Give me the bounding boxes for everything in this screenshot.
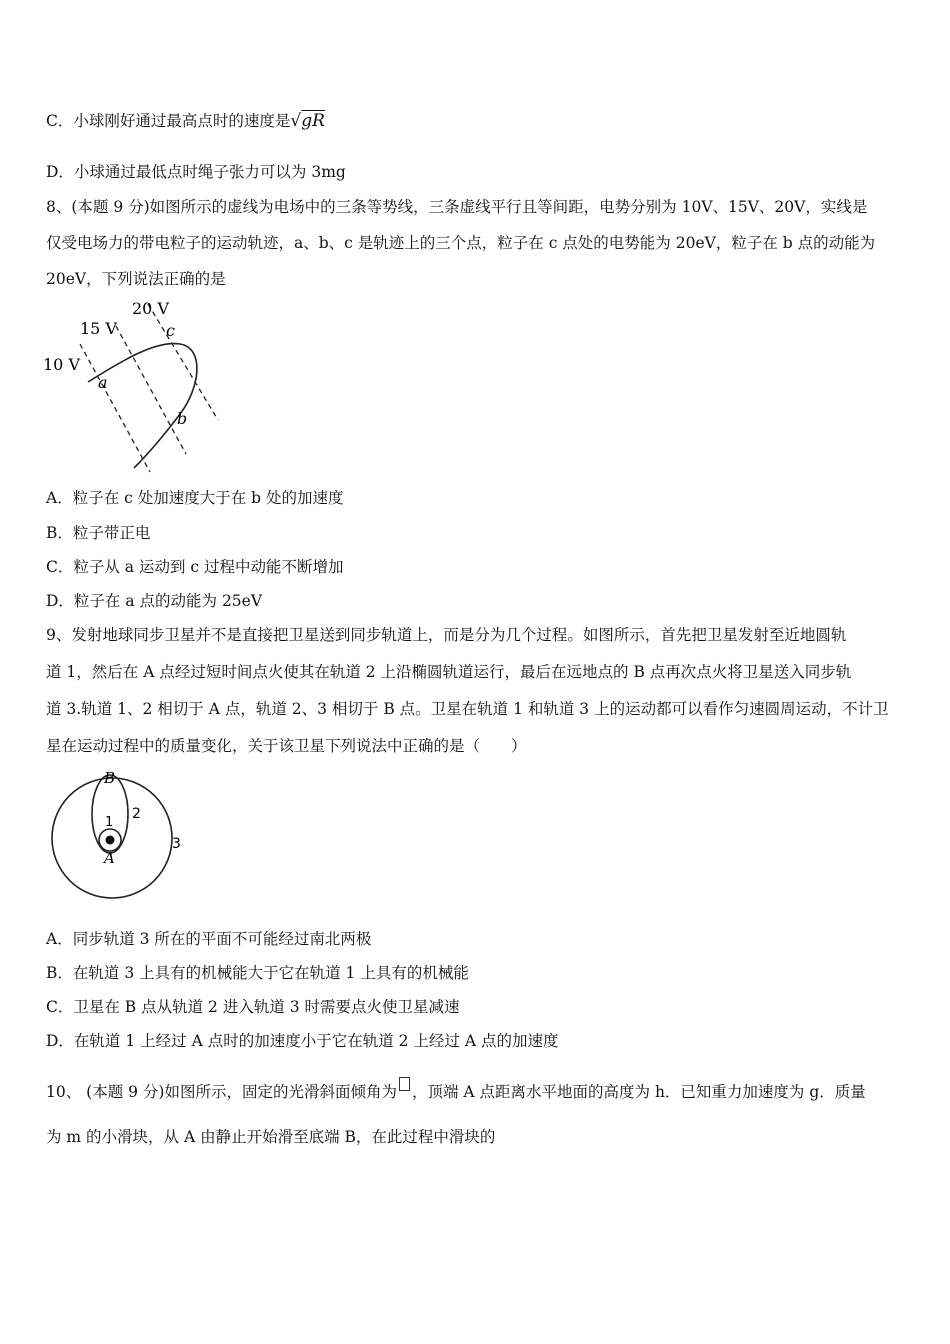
label-10v: 10 V bbox=[43, 355, 80, 374]
q8-option-c: C．粒子从 a 运动到 c 过程中动能不断增加 bbox=[46, 558, 344, 576]
label-15v: 15 V bbox=[80, 319, 117, 338]
q9-option-c: C．卫星在 B 点从轨道 2 进入轨道 3 时需要点火使卫星减速 bbox=[46, 998, 460, 1016]
sqrt-formula: √gR bbox=[290, 111, 325, 131]
label-1: 1 bbox=[105, 815, 114, 830]
q7-option-c-text: C．小球刚好通过最高点时的速度是 bbox=[46, 112, 291, 130]
q10-stem-part1: 10、 (本题 9 分)如图所示，固定的光滑斜面倾角为 bbox=[46, 1083, 397, 1101]
q9-stem-line3: 道 3.轨道 1、2 相切于 A 点，轨道 2、3 相切于 B 点。卫星在轨道 1 和轨道 3 上的运动都可以看作匀速圆周运动，不计卫 bbox=[46, 700, 889, 718]
missing-glyph-box bbox=[399, 1077, 410, 1091]
q8-stem-line3: 20eV，下列说法正确的是 bbox=[46, 270, 226, 288]
q9-orbit-figure bbox=[44, 766, 204, 906]
q8-stem-line2: 仅受电场力的带电粒子的运动轨迹，a、b、c 是轨迹上的三个点，粒子在 c 点处的电势能为 20eV，粒子在 b 点的动能为 bbox=[46, 234, 876, 252]
q9-stem-line1: 9、发射地球同步卫星并不是直接把卫星送到同步轨道上，而是分为几个过程。如图所示，首先把卫星发射至近地圆轨 bbox=[46, 626, 847, 644]
q10-stem-part2: ，顶端 A 点距离水平地面的高度为 h．已知重力加速度为 g．质量 bbox=[411, 1083, 866, 1101]
particle-trajectory bbox=[88, 344, 197, 468]
equipotential-line-20v bbox=[148, 304, 218, 420]
q8-equipotential-figure bbox=[40, 296, 230, 476]
q9-option-d: D．在轨道 1 上经过 A 点时的加速度小于它在轨道 2 上经过 A 点的加速度 bbox=[46, 1032, 559, 1050]
q9-stem-line2: 道 1，然后在 A 点经过短时间点火使其在轨道 2 上沿椭圆轨道运行，最后在远地点的 B 点再次点火将卫星送入同步轨 bbox=[46, 663, 852, 681]
label-A: A bbox=[104, 849, 115, 867]
q7-option-d: D．小球通过最低点时绳子张力可以为 3mg bbox=[46, 163, 346, 181]
q7-option-c bbox=[46, 110, 325, 132]
q10-stem-line2: 为 m 的小滑块，从 A 由静止开始滑至底端 B，在此过程中滑块的 bbox=[46, 1128, 496, 1146]
earth-icon bbox=[106, 836, 115, 845]
sqrt-radicand: gR bbox=[301, 111, 325, 131]
equipotential-line-15v bbox=[116, 326, 186, 454]
label-20v: 20 V bbox=[132, 299, 169, 318]
q9-option-a: A．同步轨道 3 所在的平面不可能经过南北两极 bbox=[46, 930, 372, 948]
label-a: a bbox=[98, 373, 108, 392]
label-B: B bbox=[104, 769, 116, 787]
q9-stem-line4: 星在运动过程中的质量变化，关于该卫星下列说法中正确的是（ ） bbox=[46, 737, 527, 755]
label-2: 2 bbox=[132, 806, 141, 822]
label-c: c bbox=[166, 321, 175, 340]
equipotential-line-10v bbox=[80, 344, 150, 472]
q8-option-b: B．粒子带正电 bbox=[46, 524, 151, 542]
q8-option-a: A．粒子在 c 处加速度大于在 b 处的加速度 bbox=[46, 489, 344, 507]
q10-stem-line1 bbox=[46, 1077, 866, 1103]
label-b: b bbox=[177, 409, 188, 428]
q8-stem-line1: 8、(本题 9 分)如图所示的虚线为电场中的三条等势线，三条虚线平行且等间距，电势分别为 10V、15V、20V，实线是 bbox=[46, 198, 868, 216]
q8-option-d: D．粒子在 a 点的动能为 25eV bbox=[46, 592, 263, 610]
q9-option-b: B．在轨道 3 上具有的机械能大于它在轨道 1 上具有的机械能 bbox=[46, 964, 469, 982]
label-3: 3 bbox=[172, 836, 181, 852]
